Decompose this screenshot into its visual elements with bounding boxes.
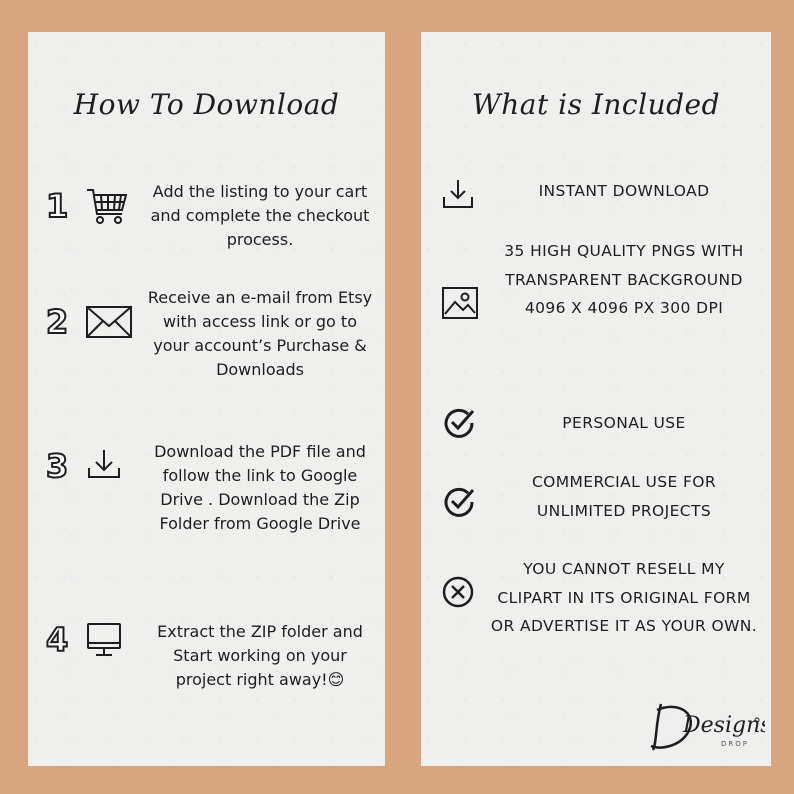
download-icon [441, 177, 475, 215]
step-text: Add the listing to your cart and complete the checkout process. [150, 182, 370, 249]
logo-sub-text: DROP [721, 740, 749, 748]
what-is-included-panel [421, 32, 771, 766]
logo-main-text: Designs [683, 713, 765, 738]
how-to-download-panel [28, 32, 385, 766]
item-text: 35 HIGH QUALITY PNGS WITH TRANSPARENT BACKGROUND 4096 X 4096 PX 300 DPI [504, 242, 744, 317]
step-text: Extract the ZIP folder and Start working on your project right away!😊 [157, 622, 363, 689]
step-number: 2 [46, 303, 69, 341]
step-text: Download the PDF file and follow the link to Google Drive . Download the Zip Folder from Google Drive [154, 442, 366, 533]
step-text: Receive an e-mail from Etsy with access link or go to your account’s Purchase & Downloads [147, 288, 373, 379]
step-number: 3 [46, 447, 69, 485]
monitor-icon [84, 620, 124, 664]
envelope-icon [84, 302, 134, 346]
check-circle-icon [441, 405, 477, 445]
item-text: COMMERCIAL USE FOR UNLIMITED PROJECTS [531, 473, 717, 520]
how-to-download-title: How To Download [73, 88, 340, 121]
item-text: INSTANT DOWNLOAD [538, 182, 710, 200]
step-number: 4 [46, 621, 69, 659]
image-icon [441, 286, 479, 324]
step-number: 1 [46, 187, 69, 225]
item-text: YOU CANNOT RESELL MY CLIPART IN ITS ORIGINAL FORM OR ADVERTISE IT AS YOUR OWN. [490, 560, 758, 635]
check-circle-icon [441, 484, 477, 524]
shopping-cart-icon [84, 184, 130, 234]
x-circle-icon [441, 575, 475, 613]
download-icon [84, 444, 124, 488]
designs-drop-logo [647, 696, 765, 756]
item-text: PERSONAL USE [562, 414, 686, 432]
what-is-included-title: What is Included [471, 88, 721, 121]
